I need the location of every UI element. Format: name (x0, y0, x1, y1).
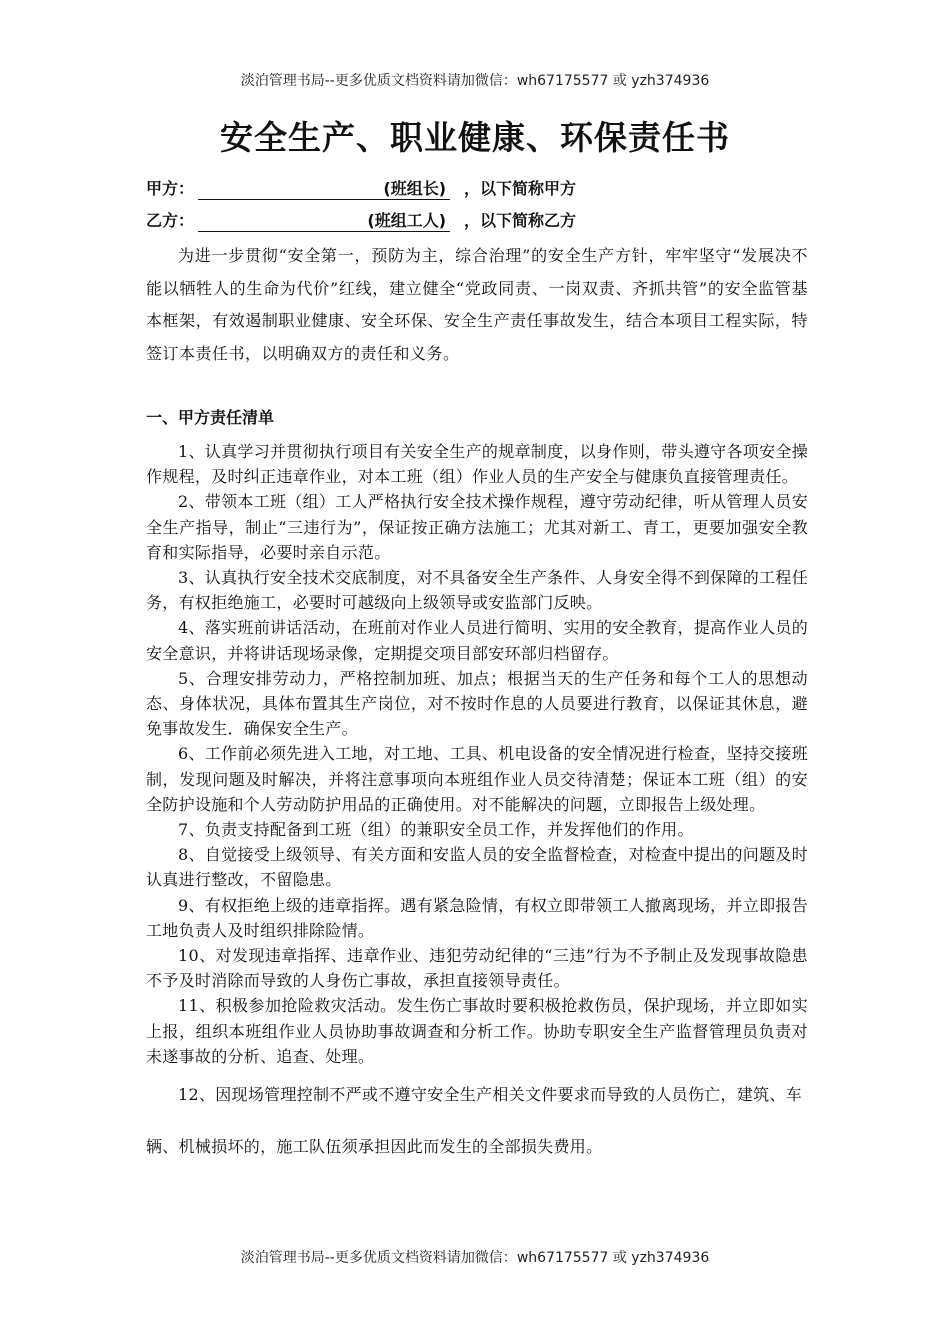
party-b-name-blank: (班组工人) (198, 211, 450, 232)
party-b-label: 乙方： (146, 211, 195, 230)
duty-clause: 2、带领本工班（组）工人严格执行安全技术操作规程，遵守劳动纪律，听从管理人员安全生产指导，制止“三违行为”，保证按正确方法施工；尤其对新工、青工，更要加强安全教育和实际指导，必要时亲自示范。 (146, 492, 808, 562)
document-title: 安全生产、职业健康、环保责任书 (220, 118, 730, 157)
party-a-name-blank: (班组长) (198, 179, 450, 200)
party-a-line (146, 176, 576, 200)
duty-clause: 5、合理安排劳动力，严格控制加班、加点；根据当天的生产任务和每个工人的思想动态、身体状况，具体布置其生产岗位，对不按时作息的人员要进行教育，以保证其休息，避免事故发生．确保安全生产。 (146, 668, 808, 739)
footer-watermark-note: 淡泊管理书局--更多优质文档资料请加微信：wh67175577 或 yzh374936 (240, 1250, 710, 1266)
duty-clause: 6、工作前必须先进入工地，对工地、工具、机电设备的安全情况进行检查，坚持交接班制，发现问题及时解决，并将注意事项向本班组作业人员交待清楚；保证本工班（组）的安全防护设施和个人劳动防护用品的正确使用。对不能解决的问题，立即报告上级处理。 (146, 744, 808, 814)
intro-paragraph: 为进一步贯彻“安全第一，预防为主，综合治理”的安全生产方针，牢牢坚守“发展决不能以牺牲人的生命为代价”红线，建立健全“党政同责、一岗双责、齐抓共管”的安全监管基本框架，有效遏制职业健康、安全环保、安全生产责任事故发生，结合本项目工程实际，特签订本责任书，以明确双方的责任和义务。 (146, 246, 808, 363)
duty-clause-list (146, 439, 808, 1173)
section-heading-party-a-duties: 一、甲方责任清单 (146, 408, 275, 427)
duty-clause: 8、自觉接受上级领导、有关方面和安监人员的安全监督检查，对检查中提出的问题及时认真进行整改，不留隐患。 (146, 845, 808, 890)
duty-clause: 10、对发现违章指挥、违章作业、违犯劳动纪律的“三违”行为不予制止及发现事故隐患不予及时消除而导致的人身伤亡事故，承担直接领导责任。 (146, 946, 808, 991)
duty-clause: 11、积极参加抢险救灾活动。发生伤亡事故时要积极抢救伤员，保护现场，并立即如实上报，组织本班组作业人员协助事故调查和分析工作。协助专职安全生产监督管理员负责对未遂事故的分析、追查、处理。 (146, 996, 808, 1066)
party-b-suffix: ，以下简称乙方 (464, 211, 577, 230)
duty-clause: 9、有权拒绝上级的违章指挥。遇有紧急险情，有权立即带领工人撤离现场，并立即报告工地负责人及时组织排除险情。 (146, 895, 808, 940)
duty-clause: 1、认真学习并贯彻执行项目有关安全生产的规章制度，以身作则，带头遵守各项安全操作规程，及时纠正违章作业，对本工班（组）作业人员的生产安全与健康负直接管理责任。 (146, 442, 808, 487)
duty-clause: 3、认真执行安全技术交底制度，对不具备安全生产条件、人身安全得不到保障的工程任务，有权拒绝施工，必要时可越级向上级领导或安监部门反映。 (146, 568, 808, 613)
party-a-suffix: ，以下简称甲方 (464, 179, 577, 198)
party-a-label: 甲方： (146, 179, 195, 198)
duty-clause: 12、因现场管理控制不严或不遵守安全生产相关文件要求而导致的人员伤亡，建筑、车辆、机械损坏的，施工队伍须承担因此而发生的全部损失费用。 (146, 1085, 803, 1157)
party-b-line (146, 208, 576, 232)
duty-clause: 4、落实班前讲话活动，在班前对作业人员进行简明、实用的安全教育，提高作业人员的安全意识，并将讲话现场录像，定期提交项目部安环部归档留存。 (146, 618, 808, 663)
duty-clause: 7、负责支持配备到工班（组）的兼职安全员工作，并发挥他们的作用。 (178, 820, 694, 840)
header-watermark-note: 淡泊管理书局--更多优质文档资料请加微信：wh67175577 或 yzh374936 (240, 73, 710, 89)
